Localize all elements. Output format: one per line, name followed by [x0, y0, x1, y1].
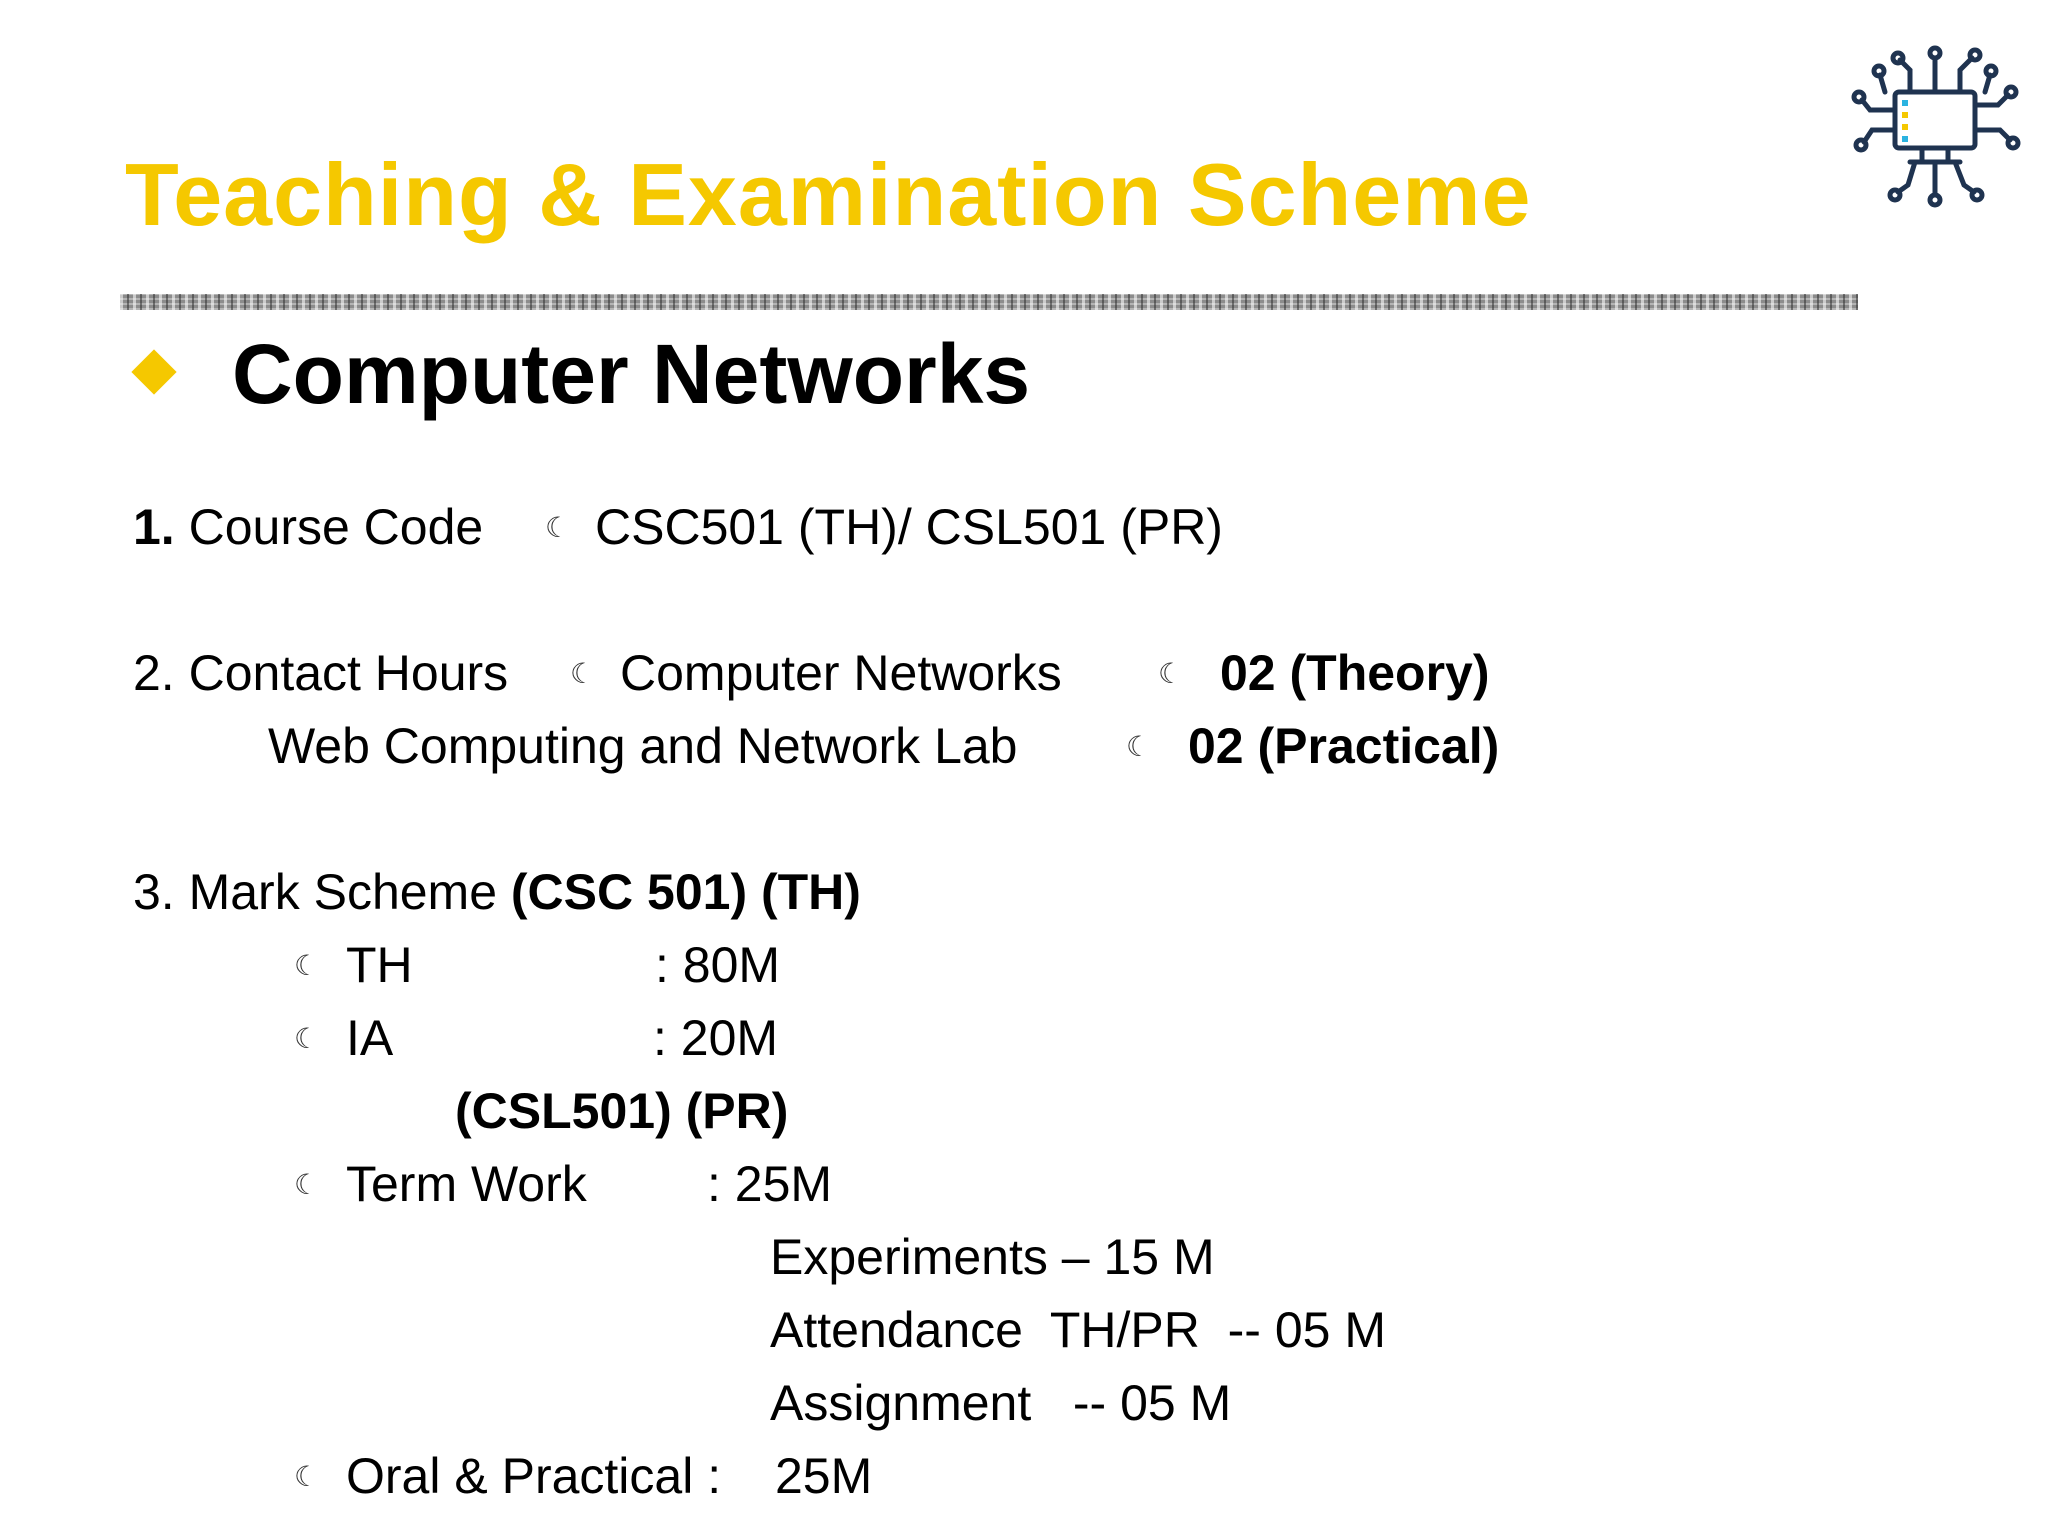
course-code-number: 1.: [133, 499, 175, 555]
contact-hours-value-2: 02 (Practical): [1188, 718, 1500, 774]
term-work-breakdown-item: Experiments – 15 M: [770, 1229, 1215, 1285]
oral-practical-name: Oral & Practical :: [346, 1448, 722, 1504]
crescent-moon-icon: ☾: [1158, 657, 1184, 690]
mark-item-th-name: TH: [346, 937, 413, 993]
term-work-breakdown-item: Assignment -- 05 M: [770, 1375, 1232, 1431]
crescent-moon-icon: ☾: [294, 1022, 320, 1055]
contact-hours-value-1: 02 (Theory): [1220, 645, 1490, 701]
crescent-moon-icon: ☾: [294, 1168, 320, 1201]
term-work-breakdown-item: Attendance TH/PR -- 05 M: [770, 1302, 1386, 1358]
mark-item-th-value: : 80M: [655, 937, 781, 993]
mark-scheme-text: 3. Mark Scheme: [133, 864, 511, 920]
mark-item-ia-name: IA: [346, 1010, 394, 1066]
title-divider: [120, 294, 1858, 310]
mark-scheme-label: [133, 859, 861, 925]
crescent-moon-icon: ☾: [294, 1460, 320, 1493]
section-heading: Computer Networks: [232, 327, 1031, 421]
crescent-moon-icon: ☾: [294, 949, 320, 982]
course-code-value: CSC501 (TH)/ CSL501 (PR): [595, 499, 1223, 555]
term-work-name: Term Work: [346, 1156, 587, 1212]
contact-hours-label: 2. Contact Hours: [133, 645, 509, 701]
crescent-moon-icon: ☾: [545, 511, 571, 544]
mark-scheme-pr-code: (CSL501) (PR): [455, 1083, 789, 1139]
mark-scheme-th-code: (CSC 501) (TH): [510, 864, 861, 920]
course-code-label: [133, 494, 483, 560]
contact-hours-subject-2: Web Computing and Network Lab: [268, 718, 1018, 774]
term-work-value: : 25M: [707, 1156, 833, 1212]
mark-item-ia-value: : 20M: [653, 1010, 779, 1066]
slide-title: Teaching & Examination Scheme: [125, 145, 1532, 244]
oral-practical-value: 25M: [775, 1448, 873, 1504]
course-code-text: Course Code: [188, 499, 484, 555]
diamond-bullet-icon: [131, 349, 176, 394]
crescent-moon-icon: ☾: [1126, 730, 1152, 763]
crescent-moon-icon: ☾: [570, 657, 596, 690]
contact-hours-subject-1: Computer Networks: [620, 645, 1062, 701]
circuit-monitor-logo-icon: [1840, 30, 2030, 220]
